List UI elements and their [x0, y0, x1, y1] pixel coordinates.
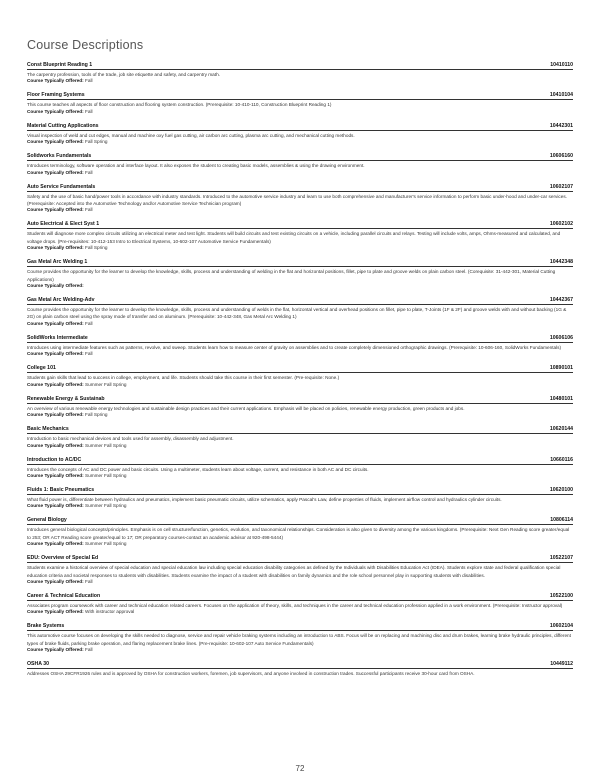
course-description: Introduces the concepts of AC and DC power and basic circuits. Using a multimeter, students learn about voltage, current, and resistance in both AC and DC circuits. — [27, 466, 369, 472]
course-header — [27, 555, 573, 563]
course-entry — [27, 123, 573, 146]
course-offered — [27, 109, 573, 116]
course-entry — [27, 153, 573, 176]
course-offered — [27, 412, 573, 419]
course-header — [27, 457, 573, 465]
course-offered — [27, 382, 573, 389]
course-offered — [27, 321, 573, 328]
course-code: 10606106 — [549, 334, 573, 341]
course-header — [27, 487, 573, 495]
offered-label: Course Typically Offered: — [27, 609, 84, 615]
course-code: 10449112 — [550, 661, 573, 668]
course-code: 10620144 — [549, 426, 573, 433]
course-title: Brake Systems — [27, 623, 65, 630]
course-title: Auto Electrical & Elect Syst 1 — [27, 221, 100, 228]
course-entry — [27, 184, 573, 214]
course-header — [27, 259, 573, 267]
course-title: Renewable Energy & Sustainab — [27, 395, 105, 402]
course-header — [27, 92, 573, 100]
offered-value: Fall — [85, 647, 93, 653]
course-description: This automotive course focuses on developing the skills needed to diagnose, service and repair vehicle braking systems including an introduction to ABS. Focus will be on replacing and machining disc and drum brakes, learning brake hydraulic principles, different types of brake fluids, parking brake operation, and flaring replacement brake lines. (Pre-requisite: 10-602-107 Auto Service Fundamentals) — [27, 633, 571, 646]
course-code: 10890101 — [549, 365, 573, 372]
course-offered — [27, 473, 573, 480]
course-list — [27, 62, 573, 685]
course-code: 10522100 — [549, 592, 573, 599]
offered-label: Course Typically Offered: — [27, 139, 84, 145]
course-header — [27, 426, 573, 434]
course-description: Safety and the use of basic hand/power tools in accordance with industry standards. Introduced to the automotive service industry and learn to use both comprehensive and manufacturer's service information to perform basic under-hood and under-car services. (Prerequisite: Accepted into the Automotive Technology and/or Automotive Service Technician program) — [27, 193, 567, 207]
course-code: 10660116 — [550, 456, 573, 463]
course-header — [27, 623, 573, 631]
course-entry — [27, 555, 573, 585]
offered-label: Course Typically Offered: — [27, 647, 84, 653]
course-header — [27, 593, 573, 601]
course-entry — [27, 487, 573, 510]
offered-value: Fall Spring — [85, 412, 108, 418]
course-code: 10442348 — [549, 259, 573, 266]
page-heading: Course Descriptions — [27, 38, 144, 52]
course-entry — [27, 593, 573, 616]
course-entry — [27, 335, 573, 358]
course-code: 10602104 — [549, 623, 573, 630]
course-header — [27, 517, 573, 525]
course-title: Career & Technical Education — [27, 592, 101, 599]
offered-value: Fall Spring — [85, 245, 108, 251]
course-offered — [27, 541, 573, 548]
course-header — [27, 396, 573, 404]
offered-label: Course Typically Offered: — [27, 412, 84, 418]
course-code: 10442301 — [549, 122, 573, 129]
offered-label: Course Typically Offered: — [27, 381, 84, 387]
course-entry — [27, 297, 573, 327]
course-entry — [27, 62, 573, 85]
course-description: Introduction to basic mechanical devices and tools used for assembly, disassembly and adjustment. — [27, 436, 234, 442]
course-entry — [27, 396, 573, 419]
course-header — [27, 123, 573, 131]
offered-value: Fall — [85, 578, 93, 584]
offered-value: Summer Fall Spring — [85, 541, 127, 547]
course-header — [27, 184, 573, 192]
offered-label: Course Typically Offered: — [27, 578, 84, 584]
course-code: 10620100 — [549, 486, 573, 493]
offered-label: Course Typically Offered: — [27, 283, 84, 289]
course-title: General Biology — [27, 517, 67, 524]
page-number: 72 — [295, 764, 305, 773]
offered-label: Course Typically Offered: — [27, 108, 84, 114]
course-offered — [27, 245, 573, 252]
course-header — [27, 297, 573, 305]
course-code: 10602102 — [549, 221, 573, 228]
course-description: An overview of various renewable energy technologies and sustainable design practices and their current applications. Emphasis will be placed on policies, renewable energy production, green products and jobs. — [27, 405, 465, 411]
course-header — [27, 221, 573, 229]
course-description: Students examine a historical overview of special education and special education law including special education disability categories as defined by the Individuals with Disabilities Education Act (IDEA). Students explore state and federal qualification special education criteria and societal responses to students with disabilities. Students examine the impact of a student with disabilities on family dynamics and the role school personnel play in supporting students with disabilities. — [27, 565, 561, 578]
offered-label: Course Typically Offered: — [27, 207, 84, 213]
offered-value: Summer Fall Spring — [85, 503, 127, 509]
course-offered — [27, 283, 573, 290]
course-title: Introduction to AC/DC — [27, 456, 82, 463]
offered-label: Course Typically Offered: — [27, 442, 84, 448]
course-offered — [27, 207, 573, 214]
course-description: The carpentry profession, tools of the trade, job site etiquette and safety, and carpentry math. — [27, 72, 220, 77]
offered-value: Fall — [85, 108, 93, 114]
course-offered — [27, 503, 573, 510]
course-description: Course provides the opportunity for the learner to develop the knowledge, skills, process and understanding of welding in the flat and horizontal positions, fillet, pipe to plate and groove welds on plain carbon steel. (Corequisite: 31-442-301, Material Cutting Applications) — [27, 269, 556, 282]
offered-value: Fall — [85, 320, 93, 326]
course-code: 10806114 — [550, 517, 573, 524]
offered-label: Course Typically Offered: — [27, 472, 84, 478]
offered-value: Summer Fall Spring — [85, 472, 127, 478]
offered-label: Course Typically Offered: — [27, 503, 84, 509]
course-code: 10410104 — [549, 92, 573, 99]
course-description: Course provides the opportunity for the learner to develop the knowledge, skills, process and understanding of welds in the flat, horizontal vertical and overhead positions on fillet, pipe to plate, T-Joints (1F & 2F) and groove welds with and without backing (1G & 2G) on plain carbon steel using the spray mode of transfer and on aluminum. (Prerequisite: 10-442-348, Gas Metal Arc Welding 1) — [27, 307, 567, 320]
course-offered — [27, 647, 573, 654]
offered-value: Summer Fall Spring — [85, 381, 127, 387]
course-offered — [27, 579, 573, 586]
offered-value: Summer Fall Spring — [85, 442, 127, 448]
course-description: Associates program coursework with career and technical education related careers. Focuses on the application of theory, skills, and techniques in the career and technical education profession applied in a work environment. (Prerequisite: Instructor approval) — [27, 602, 563, 608]
course-title: Material Cutting Applications — [27, 122, 99, 129]
course-code: 10606160 — [549, 153, 573, 160]
course-entry — [27, 517, 573, 547]
course-entry — [27, 457, 573, 480]
course-offered — [27, 139, 573, 146]
offered-value: Fall — [85, 78, 93, 84]
course-title: Basic Mechanics — [27, 426, 69, 433]
course-title: Gas Metal Arc Welding-Adv — [27, 297, 95, 304]
course-code: 10410110 — [550, 62, 573, 68]
offered-label: Course Typically Offered: — [27, 351, 84, 357]
course-offered — [27, 78, 573, 85]
offered-label: Course Typically Offered: — [27, 541, 84, 547]
offered-value: Fall — [85, 207, 93, 213]
course-code: 10602107 — [549, 183, 573, 190]
offered-label: Course Typically Offered: — [27, 169, 84, 175]
course-description: Students will diagnose more complex circuits utilizing an electrical meter and test light. Students will build circuits and test existing circuits on a vehicle, including parallel circuits and relays. Testing will include volts, amps, Ohms-measured and calculated, and voltage drops. (Pre-requisites: 10-412-153 Intro to Electrical Systems, 10-602-107 Automotive Service Fundamentals) — [27, 231, 561, 244]
course-offered — [27, 351, 573, 358]
offered-value: With instructor approval — [85, 609, 135, 615]
offered-label: Course Typically Offered: — [27, 245, 84, 251]
course-title: EDU: Overview of Special Ed — [27, 555, 99, 562]
course-header — [27, 661, 573, 669]
offered-value: Fall — [85, 169, 93, 175]
offered-label: Course Typically Offered: — [27, 320, 84, 326]
course-title: College 101 — [27, 365, 56, 372]
course-title: Floor Framing Systems — [27, 92, 85, 99]
offered-value: Fall — [85, 351, 93, 357]
course-description: Addresses OSHA 29CFR1926 rules and is approved by OSHA for construction workers, foremen, job supervisors, and anyone involved in construction trades. Successful participants receive 30-hour card from OSHA. — [27, 671, 475, 677]
course-header — [27, 153, 573, 161]
course-title: Fluids 1: Basic Pneumatics — [27, 486, 95, 493]
course-header — [27, 62, 573, 70]
course-entry — [27, 92, 573, 115]
course-description: What fluid power is, differentiate between hydraulics and pneumatics, implement basic pneumatic circuits, utilize schematics, apply Pascal's Law, define properties of fluids, implement airflow control and hydraulics cylinder circuits. — [27, 496, 502, 502]
course-offered — [27, 170, 573, 177]
course-description: This course teaches all aspects of floor construction and flooring system construction. (Prerequisite: 10-410-110, Construction Blueprint Reading 1) — [27, 102, 332, 108]
course-header — [27, 335, 573, 343]
course-code: 10480101 — [549, 395, 573, 402]
course-description: Visual inspection of weld and cut edges, manual and machine oxy fuel gas cutting, air carbon arc cutting, plasma arc cutting, and mechanical cutting methods. — [27, 132, 355, 138]
course-title: SolidWorks Intermediate — [27, 334, 88, 341]
course-description: Introduces terminology, software operation and interface layout. It also exposes the student to creating basic models, assemblies & using the drawing environment. — [27, 163, 365, 169]
course-title: Solidworks Fundamentals — [27, 153, 92, 160]
course-entry — [27, 365, 573, 388]
course-description: Introduces using intermediate features such as patterns, revolve, and sweep. Students learn how to measure center of gravity on assemblies and to create completely dimensioned orthographic drawings. (Prerequisite: 10-606-160, SolidWorks Fundamentals) — [27, 344, 562, 350]
course-entry — [27, 221, 573, 251]
offered-label: Course Typically Offered: — [27, 78, 84, 84]
course-code: 10442367 — [549, 297, 573, 304]
course-title: Auto Service Fundamentals — [27, 183, 96, 190]
course-code: 10522107 — [549, 555, 573, 562]
offered-value: Fall Spring — [85, 139, 108, 145]
course-header — [27, 365, 573, 373]
course-title: Const Blueprint Reading 1 — [27, 62, 93, 68]
course-entry — [27, 426, 573, 449]
course-description: Students gain skills that lead to success in college, employment, and life. Students should take this course in their first semester. (Pre-requisite: None.) — [27, 375, 340, 381]
course-entry — [27, 259, 573, 289]
course-title: OSHA 30 — [27, 661, 50, 668]
course-offered — [27, 443, 573, 450]
course-title: Gas Metal Arc Welding 1 — [27, 259, 88, 266]
course-description: Introduces general biological concepts/principles. Emphasis is on cell structure/function, genetics, evolution, and taxonomical relationships. Consideration is also given to diversity among the various kingdoms. (Prerequisite: Next Gen Reading score greater/equal to 253; OR ACT Reading score greater/equal to 17; OR preparatory courses-contact an academic advisor at 920-498-5444) — [27, 527, 570, 540]
course-entry — [27, 661, 573, 677]
course-entry — [27, 623, 573, 653]
course-offered — [27, 609, 573, 616]
